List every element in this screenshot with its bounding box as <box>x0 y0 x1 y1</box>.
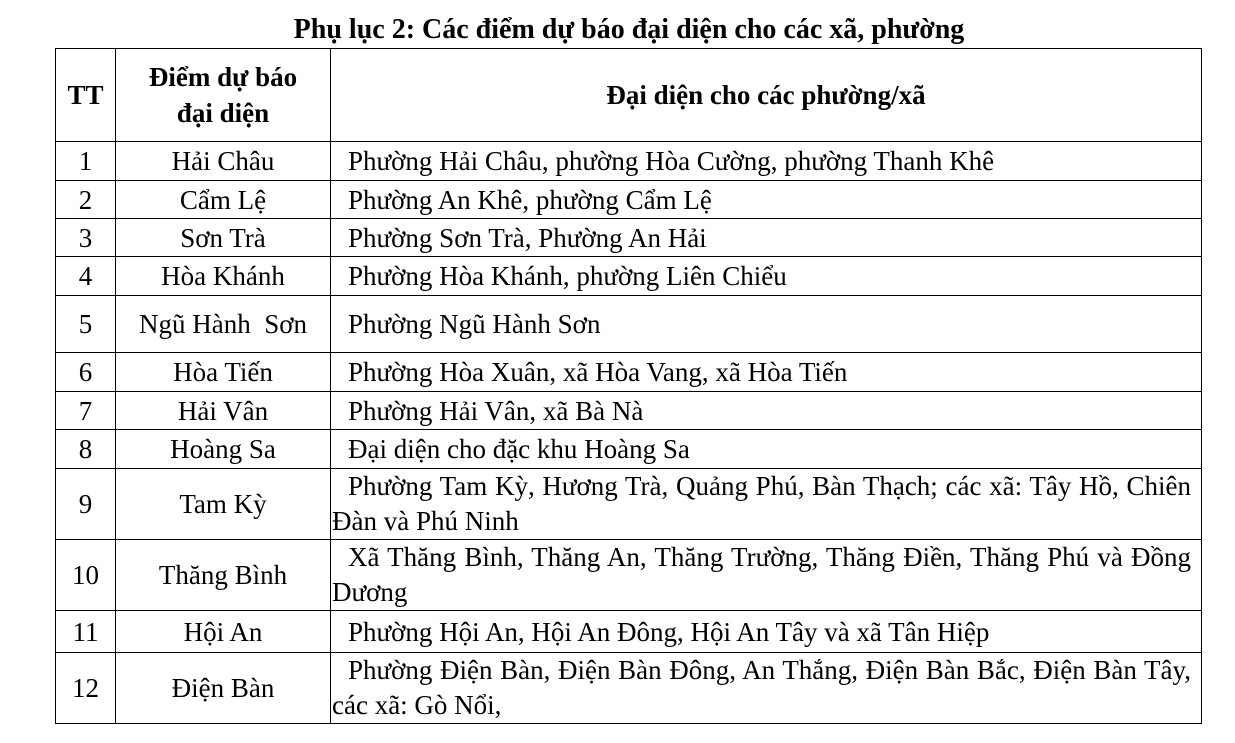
table-row <box>56 219 1202 257</box>
table-row <box>56 540 1202 611</box>
row-number: 9 <box>56 469 116 540</box>
table-row <box>56 392 1202 430</box>
header-forecast-point <box>116 49 331 142</box>
forecast-point: Thăng Bình <box>116 540 331 611</box>
row-number: 1 <box>56 142 116 181</box>
represented-wards: Phường Hội An, Hội An Đông, Hội An Tây và xã Tân Hiệp <box>331 611 1202 653</box>
represented-wards: Xã Thăng Bình, Thăng An, Thăng Trường, Thăng Điền, Thăng Phú và Đồng Dương <box>331 540 1202 611</box>
forecast-points-table <box>55 48 1202 724</box>
table-row <box>56 653 1202 724</box>
table-row <box>56 257 1202 296</box>
represented-wards: Phường Hải Vân, xã Bà Nà <box>331 392 1202 430</box>
row-number: 12 <box>56 653 116 724</box>
represented-wards: Phường An Khê, phường Cẩm Lệ <box>331 181 1202 219</box>
table-row <box>56 142 1202 181</box>
row-number: 2 <box>56 181 116 219</box>
header-represented-wards: Đại diện cho các phường/xã <box>331 49 1202 142</box>
row-number: 3 <box>56 219 116 257</box>
forecast-point: Cẩm Lệ <box>116 181 331 219</box>
header-tt: TT <box>56 49 116 142</box>
row-number: 8 <box>56 430 116 469</box>
forecast-point: Sơn Trà <box>116 219 331 257</box>
forecast-point: Hải Vân <box>116 392 331 430</box>
represented-wards: Đại diện cho đặc khu Hoàng Sa <box>331 430 1202 469</box>
forecast-point: Điện Bàn <box>116 653 331 724</box>
forecast-point: Hòa Khánh <box>116 257 331 296</box>
represented-wards: Phường Hải Châu, phường Hòa Cường, phường Thanh Khê <box>331 142 1202 181</box>
represented-wards: Phường Ngũ Hành Sơn <box>331 296 1202 353</box>
table-row <box>56 611 1202 653</box>
represented-wards: Phường Sơn Trà, Phường An Hải <box>331 219 1202 257</box>
forecast-point: Hoàng Sa <box>116 430 331 469</box>
represented-wards: Phường Tam Kỳ, Hương Trà, Quảng Phú, Bàn Thạch; các xã: Tây Hồ, Chiên Đàn và Phú Ninh <box>331 469 1202 540</box>
row-number: 7 <box>56 392 116 430</box>
row-number: 5 <box>56 296 116 353</box>
forecast-point: Ngũ Hành Sơn <box>116 296 331 353</box>
table-row <box>56 469 1202 540</box>
row-number: 6 <box>56 353 116 392</box>
represented-wards: Phường Hòa Xuân, xã Hòa Vang, xã Hòa Tiến <box>331 353 1202 392</box>
represented-wards: Phường Điện Bàn, Điện Bàn Đông, An Thắng, Điện Bàn Bắc, Điện Bàn Tây, các xã: Gò Nổi, <box>331 653 1202 724</box>
forecast-point: Hải Châu <box>116 142 331 181</box>
forecast-point: Tam Kỳ <box>116 469 331 540</box>
table-row <box>56 296 1202 353</box>
row-number: 4 <box>56 257 116 296</box>
table-row <box>56 353 1202 392</box>
table-row <box>56 181 1202 219</box>
row-number: 11 <box>56 611 116 653</box>
forecast-point: Hòa Tiến <box>116 353 331 392</box>
header-forecast-point-line2: đại diện <box>176 98 270 128</box>
table-row <box>56 430 1202 469</box>
represented-wards: Phường Hòa Khánh, phường Liên Chiểu <box>331 257 1202 296</box>
header-forecast-point-line1: Điểm dự báo <box>148 62 298 92</box>
forecast-point: Hội An <box>116 611 331 653</box>
document-title: Phụ lục 2: Các điểm dự báo đại diện cho các xã, phường <box>293 14 965 45</box>
table-header-row <box>56 49 1202 142</box>
row-number: 10 <box>56 540 116 611</box>
